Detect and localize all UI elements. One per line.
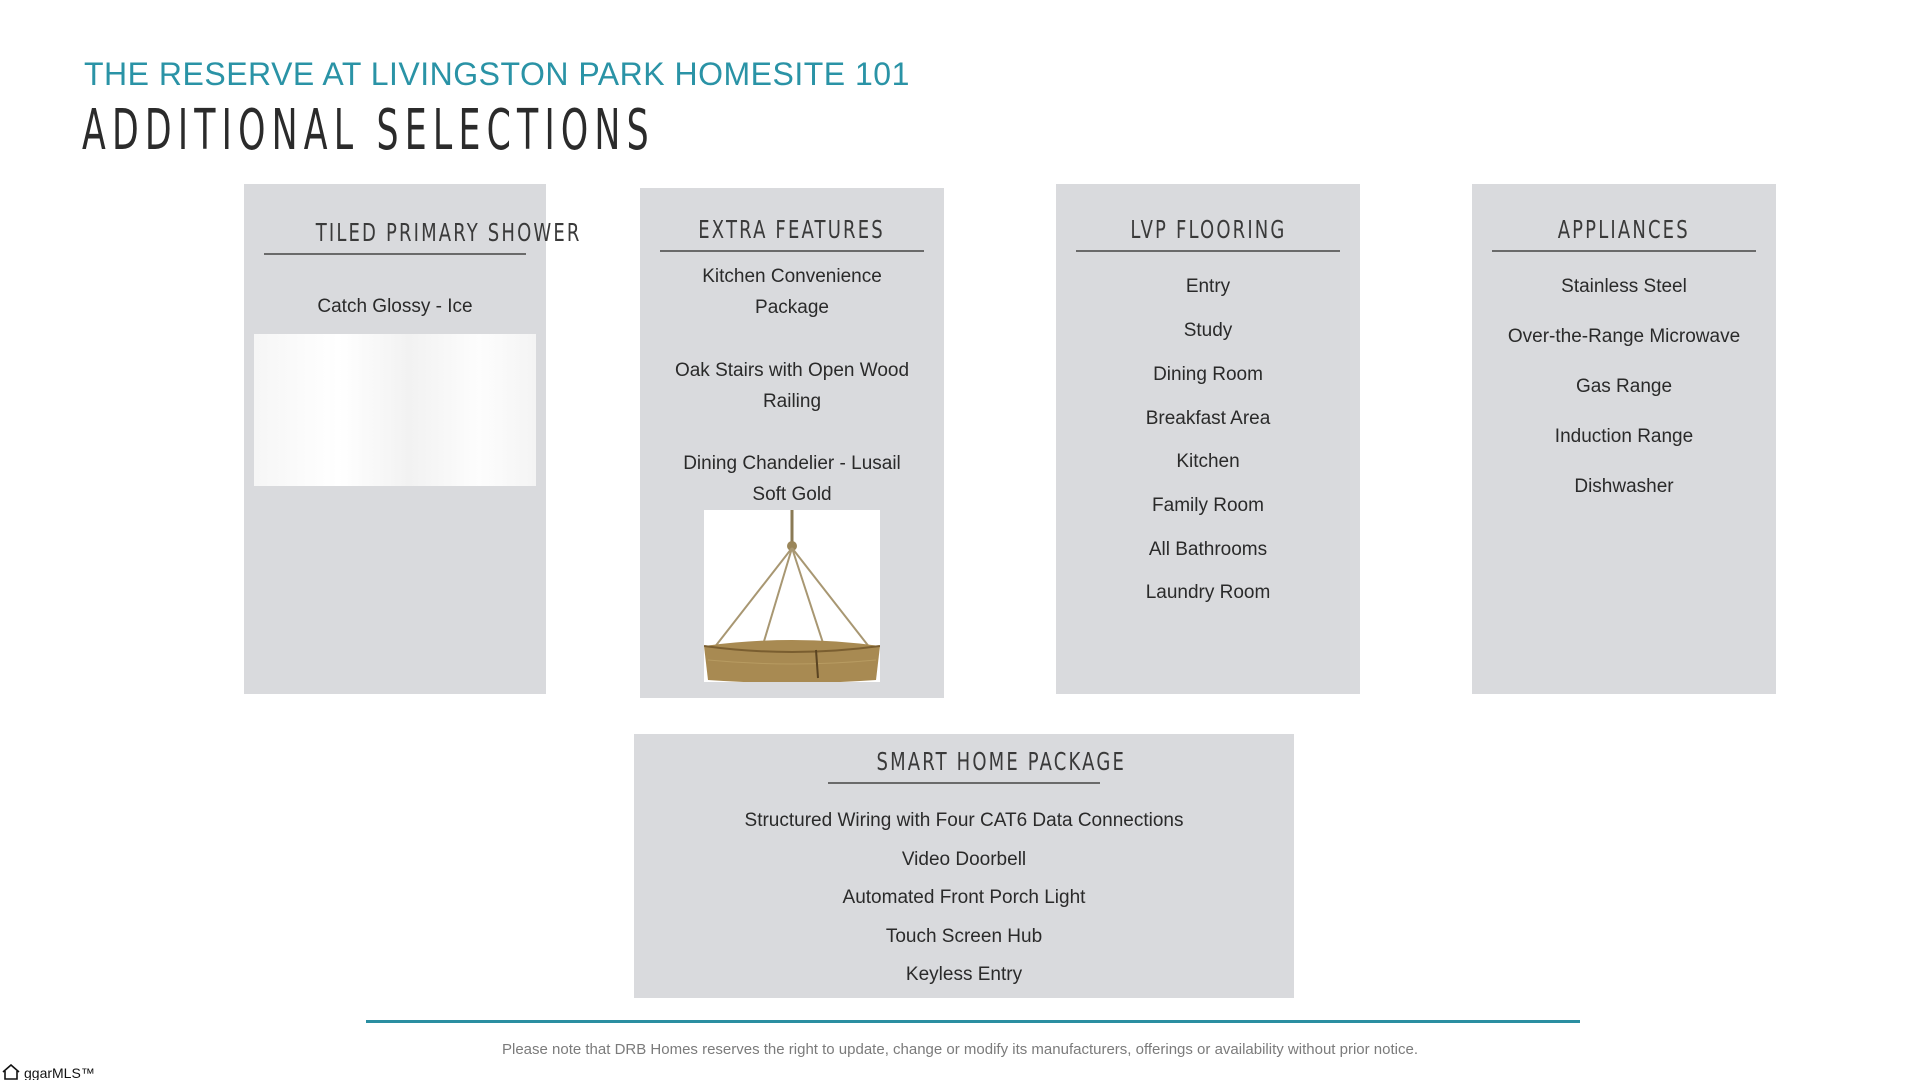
house-outline-icon — [2, 1064, 24, 1080]
card-heading — [660, 215, 924, 252]
list-item: Induction Range — [1554, 426, 1694, 447]
card-extra-features — [640, 188, 944, 698]
list-item-line: Dining Chandelier - Lusail — [683, 453, 901, 474]
mls-logo-text: ggarMLS™ — [24, 1065, 95, 1080]
tile-swatch-image — [254, 334, 536, 486]
list-item: Stainless Steel — [1561, 276, 1687, 297]
list-item-line: Kitchen Convenience — [702, 266, 882, 287]
list-item: Breakfast Area — [1145, 408, 1271, 429]
list-item: Dining Room — [1153, 364, 1263, 385]
list-item: Keyless Entry — [905, 964, 1023, 985]
list-item: Gas Range — [1575, 376, 1673, 397]
list-item-line: Oak Stairs with Open Wood — [674, 360, 910, 381]
list-item: All Bathrooms — [1148, 539, 1268, 560]
list-item: Study — [1183, 320, 1233, 341]
list-item: Automated Front Porch Light — [842, 887, 1086, 908]
card-heading — [1492, 215, 1756, 252]
page-title: ADDITIONAL SELECTIONS — [82, 98, 655, 163]
card-heading — [264, 218, 582, 255]
list-item — [640, 261, 944, 323]
list-item: Dishwasher — [1574, 476, 1674, 497]
list-item-line: Package — [755, 297, 829, 318]
list-item: Family Room — [1152, 495, 1264, 516]
chandelier-icon — [704, 510, 880, 682]
card-lvp-flooring — [1056, 184, 1360, 694]
card-appliances — [1472, 184, 1776, 694]
list-item: Kitchen — [1176, 451, 1240, 472]
list-item: Laundry Room — [1145, 582, 1271, 603]
chandelier-image — [704, 510, 880, 682]
disclaimer-text: Please note that DRB Homes reserves the right to update, change or modify its manufacturers, offerings or availability without prior notice. — [501, 1041, 1418, 1058]
mls-logo — [2, 1064, 95, 1080]
card-heading-text: LVP FLOORING — [1129, 215, 1287, 244]
list-item-line: Soft Gold — [752, 484, 832, 505]
list-item: Structured Wiring with Four CAT6 Data Connections — [744, 810, 1184, 831]
card-heading-text: TILED PRIMARY SHOWER — [315, 218, 582, 247]
list-item: Catch Glossy - Ice — [317, 296, 473, 317]
card-tiled-primary-shower — [244, 184, 582, 694]
list-item — [640, 355, 944, 417]
card-heading-text: EXTRA FEATURES — [698, 215, 886, 244]
card-heading-text: APPLIANCES — [1557, 215, 1691, 244]
list-item-line: Railing — [762, 391, 822, 412]
footer-divider — [366, 1020, 1580, 1023]
list-item — [640, 448, 944, 510]
card-heading — [828, 747, 1126, 784]
list-item: Over-the-Range Microwave — [1507, 326, 1741, 347]
list-item: Entry — [1185, 276, 1231, 297]
card-smart-home-package — [634, 734, 1294, 998]
card-heading — [1076, 215, 1340, 252]
list-item: Video Doorbell — [901, 849, 1027, 870]
card-heading-text: SMART HOME PACKAGE — [876, 747, 1126, 776]
list-item: Touch Screen Hub — [885, 926, 1043, 947]
page-subtitle: THE RESERVE AT LIVINGSTON PARK HOMESITE 101 — [84, 56, 910, 92]
